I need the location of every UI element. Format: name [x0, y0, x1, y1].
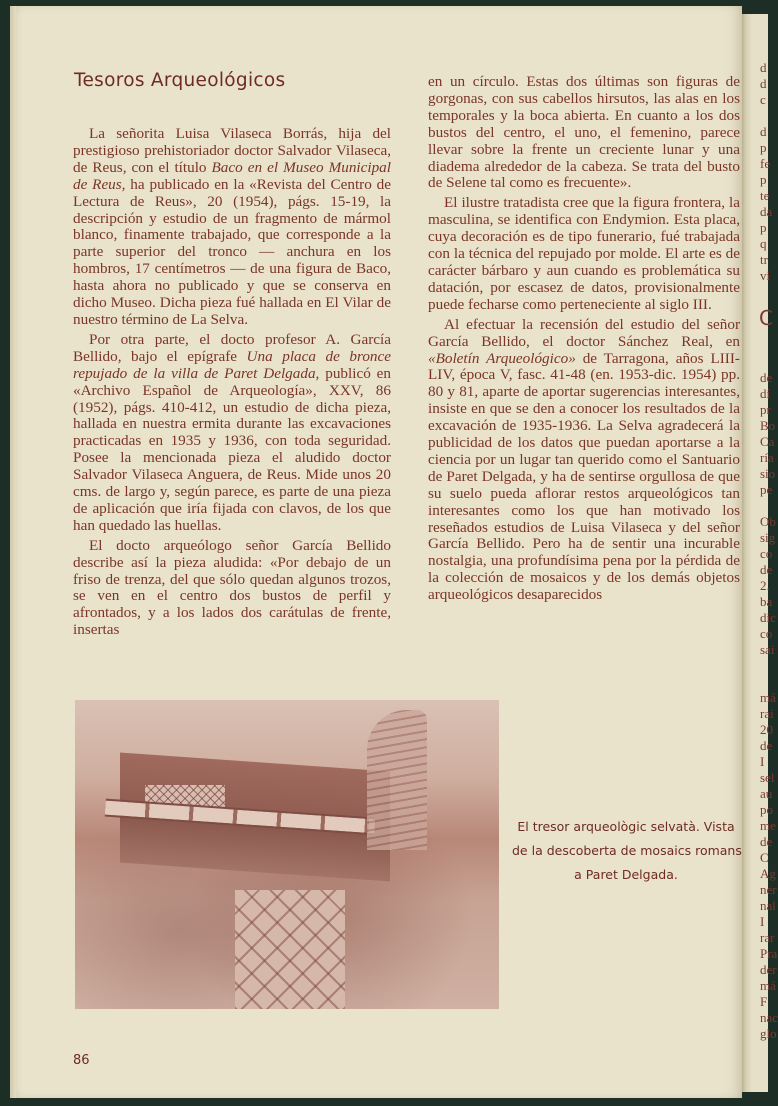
next-page-text-fragment: nal: [760, 898, 776, 913]
next-page-text-fragment: I: [760, 914, 765, 929]
next-page-text-fragment: de: [760, 834, 773, 849]
next-page-text-fragment: de: [760, 738, 773, 753]
next-page-text-fragment: fe: [760, 156, 771, 171]
next-page-text-fragment: d: [760, 60, 767, 75]
next-page-text-fragment: rai: [760, 706, 774, 721]
next-page-text-fragment: co: [760, 546, 773, 561]
left-column: [73, 126, 391, 639]
next-page-text-fragment: C: [760, 850, 769, 865]
caption-line: de la descoberta de mosaics romans: [512, 843, 742, 858]
paragraph: El ilustre tratadista cree que la figura frontera, la masculina, se identifica con Endymion. Esta placa, cuya decoración es de tipo funerario, fué trabajada con la técnica del repujado por molde. El arte es de carácter bárbaro y aun cuando es problemática su datación, por escasez de datos, provisionalmente puede fecharse como perteneciente al siglo III.: [428, 194, 740, 313]
next-page-text-fragment: sel: [760, 770, 775, 785]
next-page-text-fragment: Ob: [760, 514, 776, 529]
next-page-text-fragment: rar: [760, 930, 775, 945]
next-page-text-fragment: sio: [760, 466, 776, 481]
next-page-text-fragment: ría: [760, 450, 774, 465]
italic-title: Baco en el Museo Municipal de Reus,: [73, 158, 391, 193]
page-edge: [10, 6, 16, 1098]
page-number: 86: [73, 1053, 90, 1068]
caption-line: a Paret Delgada.: [574, 867, 678, 882]
paragraph: Al efectuar la recensión del estudio del señor García Bellido, el doctor Sánchez Real, en «Boletín Arqueológico» de Tarragona, años LIII-LIV, época V, fasc. 41-48 (en. 1953-dic. 1954) pp. 80 y 81, aparte de aportar sugerencias interesantes, insiste en que se den a conocer los resultados de la excavación de 1935-1936. La Selva agradecerá la publicidad de los datos que puedan aportarse a la ciencia por un lugar tan querido como el Santuario de Paret Delgada, y ha de sentirse orgullosa de que su suelo pueda aflorar restos arqueológicos tan interesantes como los que han motivado los reseñados estudios de Luisa Vilaseca y del señor García Bellido. Pero ha de sentir una incurable nostalgia, una profundísima pena por la pérdida de la colección de mosaicos y de los demás objetos arqueológicos desaparecidos: [428, 315, 740, 604]
next-page-text-fragment: de: [760, 370, 773, 385]
next-page-text-fragment: glo: [760, 1026, 777, 1041]
next-page-text-fragment: me: [760, 818, 776, 833]
next-page-text-fragment: dic: [760, 610, 776, 625]
next-page-text-fragment: pr: [760, 402, 771, 417]
next-page-text-fragment: C: [759, 306, 773, 330]
photo-mosaic-floor: [235, 890, 345, 1009]
next-page-text-fragment: Ag: [760, 866, 776, 881]
photo-brick-arch: [367, 710, 427, 850]
next-page-strip: [742, 14, 778, 1092]
excavation-photo: [75, 700, 499, 1009]
next-page-text-fragment: 2.: [760, 578, 770, 593]
italic-title: Una placa de bronce repujado de la villa de Paret Delgada,: [73, 347, 391, 382]
next-page-text-fragment: der: [760, 962, 777, 977]
paragraph: en un círculo. Estas dos últimas son figuras de gorgonas, con sus cabellos hirsutos, las alas en los temporales y la boca abierta. En cuanto a los dos bustos del centro, el uno, el femenino, parece llevar sobre la frente un creciente lunar y una diadema alrededor de la cabeza. Se trata del busto de Selene tal como es frecuente».: [428, 73, 740, 192]
paragraph: Por otra parte, el docto profesor A. García Bellido, bajo el epígrafe Una placa de bronce repujado de la villa de Paret Delgada, publicó en «Archivo Español de Arqueología», XXV, 86 (1952), págs. 410-412, un estudio de dicha pieza, hallada en nuestra ermita durante las excavaciones practicadas en 1935 y 1936, con toda seguridad. Posee la mencionada pieza el aludido doctor Salvador Vilaseca Anguera, de Reus. Mide unos 20 cms. de largo y, según parece, es parte de una pieza de aplicación que iría fijada con clavos, de los que han quedado las huellas.: [73, 330, 392, 534]
next-page-text-fragment: de: [760, 562, 773, 577]
next-page-text-fragment: au: [760, 786, 773, 801]
photo-caption: [512, 815, 740, 887]
next-page-text-fragment: ba: [760, 594, 773, 609]
next-page-text-fragment: ner: [760, 882, 777, 897]
next-page-text-fragment: p: [760, 140, 767, 155]
next-page-text-fragment: má: [760, 690, 776, 705]
paragraph: La señorita Luisa Vilaseca Borrás, hija del prestigioso prehistoriador doctor Salvador Vilaseca, de Reus, con el título Baco en el Museo Municipal de Reus, ha publicado en la «Revista del Centro de Lectura de Reus», 20 (1954), págs. 15-19, la descripción y estudio de un fragmento de mármol blanco, finamente trabajado, que corresponde a la parte superior del tronco — anchura en los hombros, 17 centímetros — de una figura de Baco, hasta ahora no publicado y que se conserva en dicho Museo. Dicha pieza fué hallada en El Vilar de nuestro término de La Selva.: [73, 125, 391, 328]
next-page-text-fragment: da: [760, 204, 773, 219]
next-page-text-fragment: po: [760, 802, 773, 817]
next-page-text-fragment: vi: [760, 268, 771, 283]
next-page-text-fragment: má: [760, 978, 776, 993]
next-page-text-fragment: Ca: [760, 434, 775, 449]
next-page-text-fragment: p: [760, 172, 767, 187]
next-page-text-fragment: p: [760, 220, 767, 235]
paragraph: El docto arqueólogo señor García Bellido describe así la pieza aludida: «Por debajo de un friso de trenza, del que sólo quedan algunos trozos, se ven en el centro dos bustos de perfil y afrontados, y a los lados dos carátulas de frente, insertas: [73, 536, 391, 639]
next-page-text-fragment: d: [760, 124, 767, 139]
right-column: [428, 74, 740, 604]
next-page-text-fragment: 20: [760, 722, 773, 737]
next-page-text-fragment: co: [760, 626, 773, 641]
next-page-text-fragment: d: [760, 76, 767, 91]
next-page-text-fragment: c: [760, 92, 766, 107]
next-page-text-fragment: dí: [760, 386, 771, 401]
next-page-text-fragment: te: [760, 188, 770, 203]
next-page-text-fragment: q: [760, 236, 767, 251]
next-page-text-fragment: sig: [760, 530, 776, 545]
next-page-text-fragment: F: [760, 994, 768, 1009]
next-page-text-fragment: I: [760, 754, 765, 769]
next-page-text-fragment: Bo: [760, 418, 776, 433]
article-title: Tesoros Arqueológicos: [74, 70, 286, 91]
italic-title: «Boletín Arqueológico»: [428, 349, 576, 367]
next-page-text-fragment: tr: [760, 252, 768, 267]
next-page-text-fragment: sai: [760, 642, 775, 657]
next-page-text-fragment: pe: [760, 482, 773, 497]
caption-line: El tresor arqueològic selvatà. Vista: [517, 819, 735, 834]
next-page-text-fragment: nac: [760, 1010, 778, 1025]
next-page-text-fragment: Pra: [760, 946, 778, 961]
